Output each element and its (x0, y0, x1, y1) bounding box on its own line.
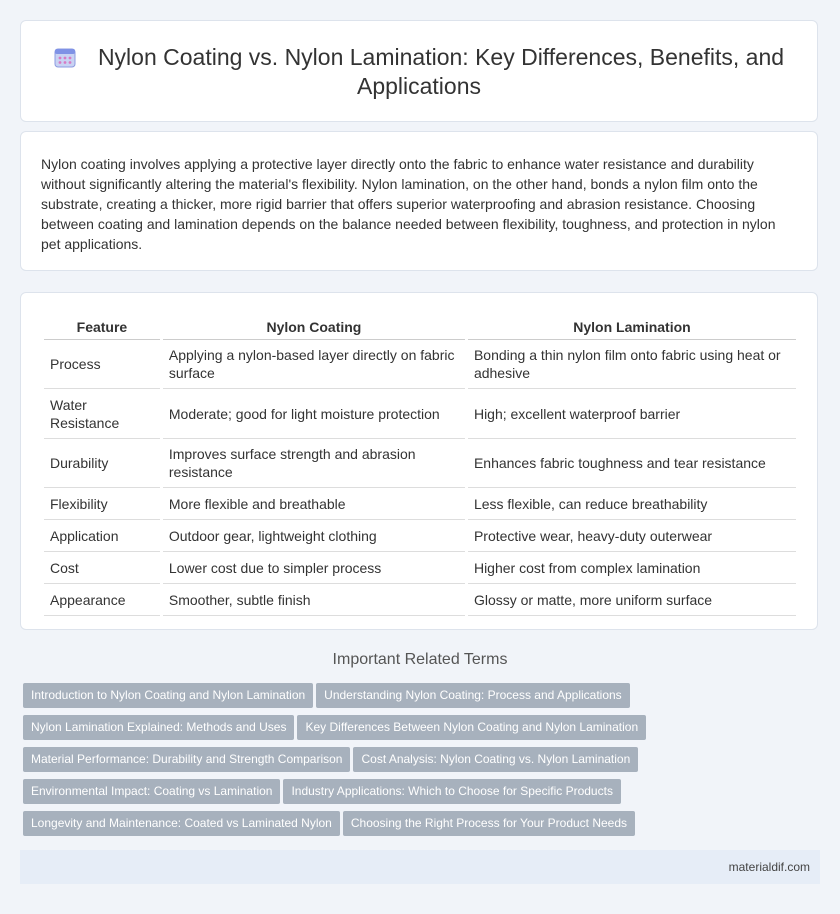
table-row (44, 584, 796, 616)
calendar-grid-icon (54, 46, 76, 68)
intro-paragraph: Nylon coating involves applying a protective layer directly onto the fabric to enhance water resistance and durability without significantly altering the material's flexibility. Nylon lamination, on the other hand, bonds a nylon film onto the substrate, creating a thicker, more rigid barrier that offers superior waterproofing and abrasion resistance. Choosing between coating and lamination depends on the balance needed between flexibility, toughness, and protection in nylon pet applications. (41, 156, 776, 252)
lamination-cell: Glossy or matte, more uniform surface (468, 584, 796, 616)
related-term-tag[interactable]: Key Differences Between Nylon Coating and Nylon Lamination (297, 715, 646, 740)
column-header-nylon-coating: Nylon Coating (163, 315, 465, 340)
intro-card (20, 131, 818, 271)
column-header-feature: Feature (44, 315, 160, 340)
coating-cell: Smoother, subtle finish (163, 584, 465, 616)
feature-cell: Flexibility (44, 488, 160, 520)
coating-cell: Lower cost due to simpler process (163, 552, 465, 584)
table-row (44, 520, 796, 552)
related-terms-heading: Important Related Terms (332, 651, 508, 668)
related-term-tag[interactable]: Environmental Impact: Coating vs Lamination (23, 779, 280, 804)
lamination-cell: Protective wear, heavy-duty outerwear (468, 520, 796, 552)
related-terms-list (23, 683, 683, 843)
related-term-tag[interactable]: Cost Analysis: Nylon Coating vs. Nylon Lamination (353, 747, 638, 772)
table-row (44, 340, 796, 389)
comparison-table (41, 315, 799, 616)
coating-cell: Improves surface strength and abrasion resistance (163, 439, 465, 488)
lamination-cell: High; excellent waterproof barrier (468, 389, 796, 439)
table-row (44, 389, 796, 439)
lamination-cell: Less flexible, can reduce breathability (468, 488, 796, 520)
related-term-tag[interactable]: Industry Applications: Which to Choose for Specific Products (283, 779, 621, 804)
related-term-tag[interactable]: Choosing the Right Process for Your Product Needs (343, 811, 635, 836)
coating-cell: Applying a nylon-based layer directly on fabric surface (163, 340, 465, 389)
footer-bar (20, 850, 820, 884)
coating-cell: More flexible and breathable (163, 488, 465, 520)
title-card (20, 20, 818, 122)
lamination-cell: Enhances fabric toughness and tear resistance (468, 439, 796, 488)
footer-site-link[interactable]: materialdif.com (728, 860, 810, 874)
lamination-cell: Bonding a thin nylon film onto fabric using heat or adhesive (468, 340, 796, 389)
related-term-tag[interactable]: Understanding Nylon Coating: Process and Applications (316, 683, 630, 708)
coating-cell: Outdoor gear, lightweight clothing (163, 520, 465, 552)
feature-cell: Process (44, 340, 160, 389)
coating-cell: Moderate; good for light moisture protection (163, 389, 465, 439)
comparison-card (20, 292, 818, 630)
related-term-tag[interactable]: Nylon Lamination Explained: Methods and Uses (23, 715, 294, 740)
page-title: Nylon Coating vs. Nylon Lamination: Key Differences, Benefits, and Applications (97, 44, 785, 99)
feature-cell: Application (44, 520, 160, 552)
page-title-wrap (21, 43, 817, 101)
feature-cell: Water Resistance (44, 389, 160, 439)
feature-cell: Appearance (44, 584, 160, 616)
table-row (44, 552, 796, 584)
lamination-cell: Higher cost from complex lamination (468, 552, 796, 584)
table-header-row (44, 315, 796, 340)
related-term-tag[interactable]: Material Performance: Durability and Strength Comparison (23, 747, 350, 772)
related-term-tag[interactable]: Longevity and Maintenance: Coated vs Laminated Nylon (23, 811, 340, 836)
feature-cell: Cost (44, 552, 160, 584)
table-row (44, 439, 796, 488)
column-header-nylon-lamination: Nylon Lamination (468, 315, 796, 340)
feature-cell: Durability (44, 439, 160, 488)
related-term-tag[interactable]: Introduction to Nylon Coating and Nylon Lamination (23, 683, 313, 708)
table-row (44, 488, 796, 520)
